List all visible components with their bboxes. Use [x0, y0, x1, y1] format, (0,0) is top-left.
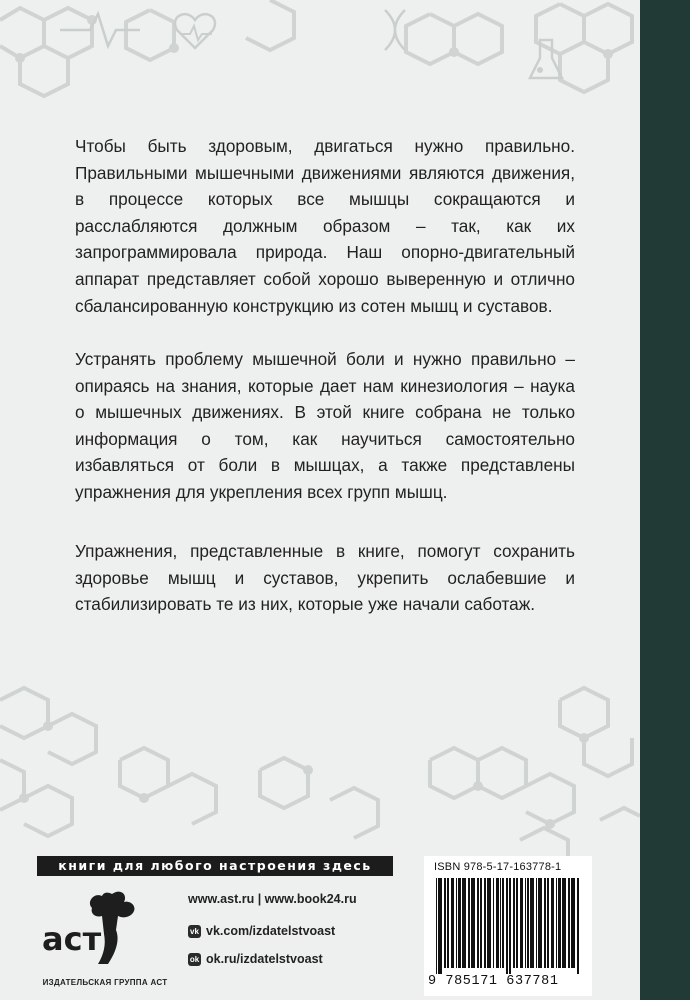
- barcode-bar: [444, 878, 446, 968]
- barcode-bar: [577, 878, 579, 974]
- barcode-bar: [493, 878, 494, 968]
- slogan-banner: книги для любого настроения здесь: [37, 856, 393, 876]
- barcode-bar: [462, 878, 466, 968]
- vk-icon: vk: [188, 925, 201, 938]
- barcode-bar: [471, 878, 475, 968]
- barcode-bar: [536, 878, 537, 968]
- barcode-bar: [562, 878, 566, 968]
- vk-url: vk.com/izdatelstvoast: [206, 924, 336, 938]
- barcode-bar: [496, 878, 499, 968]
- barcode-bar: [438, 878, 442, 974]
- website-links[interactable]: www.ast.ru | www.book24.ru: [188, 892, 357, 906]
- barcode-bar: [516, 878, 518, 968]
- book-spine: [640, 0, 690, 1000]
- vk-link[interactable]: [188, 923, 335, 939]
- barcode-bar: [558, 878, 561, 968]
- barcode-bar: [456, 878, 457, 968]
- barcode-bar: [544, 878, 546, 968]
- barcode-bar: [571, 878, 575, 968]
- barcode-bar: [458, 878, 461, 968]
- barcode-bar: [568, 878, 570, 968]
- isbn-number: ISBN 978-5-17-163778-1: [434, 861, 562, 873]
- barcode-bar: [506, 878, 508, 974]
- barcode-bar: [477, 878, 479, 968]
- barcode-bar: [556, 878, 557, 968]
- barcode-bar: [500, 878, 501, 968]
- barcode-bar: [451, 878, 454, 968]
- logo-wordmark: аст: [42, 920, 102, 958]
- barcode-bar: [527, 878, 529, 968]
- barcode-digits: 9 785171 637781: [428, 974, 559, 989]
- barcode-bars: [434, 878, 584, 974]
- barcode-box: [424, 856, 592, 996]
- ok-icon: ok: [189, 954, 200, 964]
- barcode-bar: [520, 878, 523, 968]
- ast-logo: [40, 888, 160, 970]
- barcode-bar: [484, 878, 486, 968]
- description-paragraph-3: Упражнения, представленные в книге, помогут сохранить здоровье мышц и суставов, укрепить ослабевшие и стабилизировать те из них, которые уже начали саботаж.: [75, 541, 575, 615]
- barcode-bar: [487, 878, 491, 968]
- barcode-bar: [513, 878, 515, 968]
- barcode-bar: [538, 878, 542, 968]
- description-paragraph-1: Чтобы быть здоровым, двигаться нужно правильно. Правильными мышечными движениями являются движения, в процессе которых все мышцы сокращаются и расслабляются должным образом – так, как их запрограммировала природа. Наш опорно-двигательный аппарат представляет собой хорошо выверенную и отлично сбалансированную конструкцию из сотен мышц и суставов.: [75, 136, 575, 316]
- description-paragraph-2: Устранять проблему мышечной боли и нужно правильно – опираясь на знания, которые дает нам кинезиология – наука о мышечных движениях. В этой книге собрана не только информация о том, как научиться самостоятельно избавляться от боли в мышцах, а также представлены упражнения для укрепления всех групп мышц.: [75, 349, 575, 502]
- barcode-bar: [436, 878, 437, 974]
- barcode-bar: [525, 878, 526, 968]
- publisher-name: ИЗДАТЕЛЬСКАЯ ГРУППА АСТ: [42, 978, 168, 987]
- ok-link[interactable]: [188, 951, 323, 967]
- barcode-bar: [530, 878, 534, 968]
- barcode-bar: [468, 878, 470, 968]
- ok-url: ok.ru/izdatelstvoast: [206, 952, 323, 966]
- barcode-bar: [480, 878, 482, 968]
- barcode-bar: [502, 878, 504, 968]
- barcode-bar: [509, 878, 511, 974]
- barcode-bar: [551, 878, 554, 968]
- barcode-bar: [447, 878, 449, 968]
- barcode-bar: [547, 878, 549, 968]
